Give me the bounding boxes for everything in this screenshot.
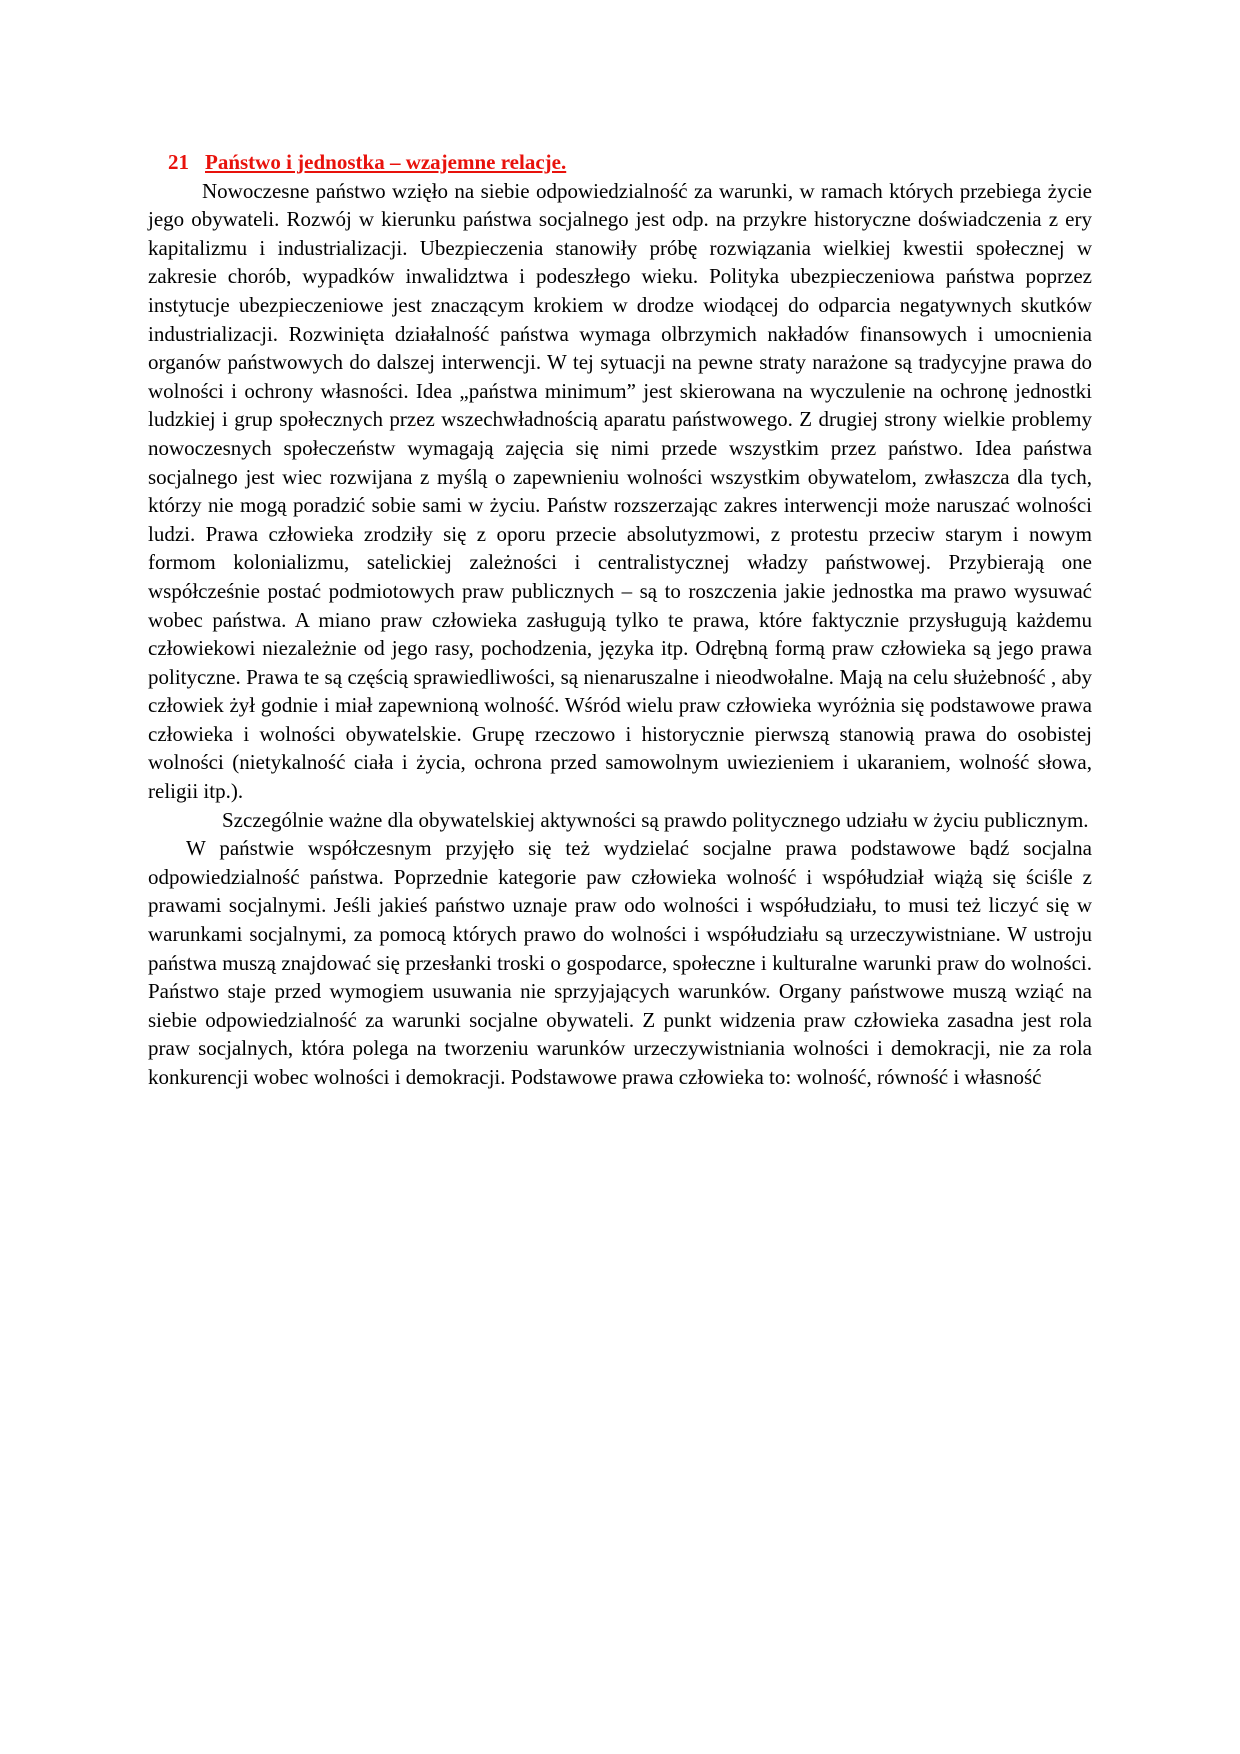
paragraph-2: Szczególnie ważne dla obywatelskiej aktywności są prawdo politycznego udziału w życiu publicznym. [222, 807, 1089, 832]
section-number: 21 [168, 150, 189, 174]
document-body [148, 148, 1092, 1092]
section-heading [148, 148, 1092, 177]
section-title: Państwo i jednostka – wzajemne relacje. [205, 150, 567, 174]
paragraph-1: Nowoczesne państwo wzięło na siebie odpowiedzialność za warunki, w ramach których przebiega życie jego obywateli. Rozwój w kierunku państwa socjalnego jest odp. na przykre historyczne doświadczenia z ery kapitalizmu i industrializacji. Ubezpieczenia stanowiły próbę rozwiązania wielkiej kwestii społecznej w zakresie chorób, wypadków inwalidztwa i podeszłego wieku. Polityka ubezpieczeniowa państwa poprzez instytucje ubezpieczeniowe jest znaczącym krokiem w drodze wiodącej do odparcia negatywnych skutków industrializacji. Rozwinięta działalność państwa wymaga olbrzymich nakładów finansowych i umocnienia organów państwowych do dalszej interwencji. W tej sytuacji na pewne straty narażone są tradycyjne prawa do wolności i ochrony własności. Idea „państwa minimum” jest skierowana na wyczulenie na ochronę jednostki ludzkiej i grup społecznych przez wszechwładnością aparatu państwowego. Z drugiej strony wielkie problemy nowoczesnych społeczeństw wymagają zajęcia się nimi przede wszystkim przez państwo. Idea państwa socjalnego jest wiec rozwijana z myślą o zapewnieniu wolności wszystkim obywatelom, zwłaszcza dla tych, którzy nie mogą poradzić sobie sami w życiu. Państw rozszerzając zakres interwencji może naruszać wolności ludzi. Prawa człowieka zrodziły się z oporu przecie absolutyzmowi, z protestu przeciw starym i nowym formom kolonializmu, satelickiej zależności i centralistycznej władzy państwowej. Przybierają one współcześnie postać podmiotowych praw publicznych – są to roszczenia jakie jednostka ma prawo wysuwać wobec państwa. A miano praw człowieka zasługują tylko te prawa, które faktycznie przysługują każdemu człowiekowi niezależnie od jego rasy, pochodzenia, języka itp. Odrębną formą praw człowieka są jego prawa polityczne. Prawa te są częścią sprawiedliwości, są nienaruszalne i nieodwołalne. Mają na celu służebność , aby człowiek żył godnie i miał zapewnioną wolność. Wśród wielu praw człowieka wyróżnia się podstawowe prawa człowieka i wolności obywatelskie. Grupę rzeczowo i historycznie pierwszą stanowią prawa do osobistej wolności (nietykalność ciała i życia, ochrona przed samowolnym uwiezieniem i ukaraniem, wolność słowa, religii itp.). [148, 178, 1092, 804]
paragraph-3: W państwie współczesnym przyjęło się też wydzielać socjalne prawa podstawowe bądź socjalna odpowiedzialność państwa. Poprzednie kategorie paw człowieka wolność i współudział wiążą się ściśle z prawami socjalnymi. Jeśli jakieś państwo uznaje praw odo wolności i współudziału, to musi też liczyć się w warunkami socjalnymi, za pomocą których prawo do wolności i współudziału są urzeczywistniane. W ustroju państwa muszą znajdować się przesłanki troski o gospodarce, społeczne i kulturalne warunki praw do wolności. Państwo staje przed wymogiem usuwania nie sprzyjających warunków. Organy państwowe muszą wziąć na siebie odpowiedzialność za warunki socjalne obywateli. Z punkt widzenia praw człowieka zasadna jest rola praw socjalnych, która polega na tworzeniu warunków urzeczywistniania wolności i demokracji, nie za rola konkurencji wobec wolności i demokracji. Podstawowe prawa człowieka to: wolność, równość i własność [148, 836, 1092, 1089]
